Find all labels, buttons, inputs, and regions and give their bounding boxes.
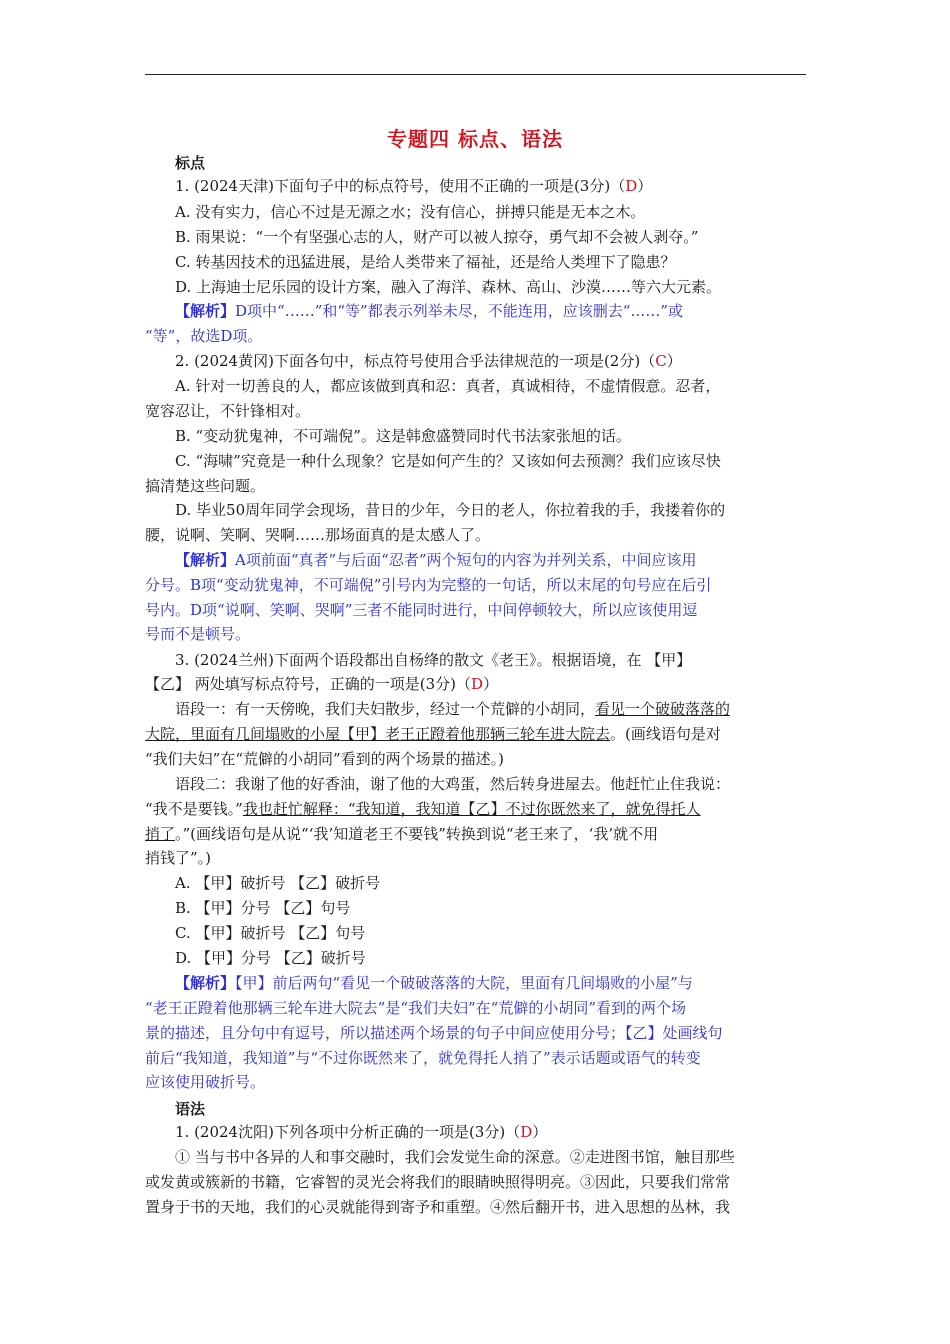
grammar-question-1-stem [175, 1121, 547, 1143]
q2-option-a-line-2: 宽容忍让，不针锋相对。 [145, 402, 311, 420]
passage-2-line-3 [145, 823, 658, 845]
q2-explanation-line-3: 号内。D项“说啊、笑啊、哭啊”三者不能同时进行，中间停顿较大，所以应该使用逗 [145, 601, 698, 619]
underlined-text: 捎了 [145, 825, 176, 843]
question-1-stem [175, 175, 652, 197]
page-title: 专题四 标点、语法 [387, 127, 563, 151]
grammar-question-close: ） [532, 1123, 548, 1141]
q3-option-b: B. 【甲】分号 【乙】句号 [175, 899, 351, 917]
passage-text: 。”(画线语句是从说“‘我’知道老王不要钱”转换到说“老王来了，‘我’就不用 [175, 825, 659, 843]
q1-option-a: A. 没有实力，信心不过是无源之水；没有信心，拼搏只能是无本之木。 [175, 203, 646, 221]
grammar-passage-line-1: ① 当与书中各异的人和事交融时，我们会发觉生命的深意。②走进图书馆，触目那些 [175, 1148, 735, 1166]
question-1-close: ） [637, 177, 653, 195]
underlined-text: 看见一个破破落落的 [595, 700, 731, 718]
q2-explanation-line-1 [175, 549, 697, 571]
section-heading-grammar: 语法 [175, 1100, 206, 1118]
grammar-passage-line-3: 置身于书的天地，我们的心灵就能得到寄予和重塑。④然后翻开书，进入思想的丛林，我 [145, 1198, 731, 1216]
q2-option-c-line-1: C. “海啸”究竟是一种什么现象？它是如何产生的？又该如何去预测？我们应该尽快 [175, 452, 721, 470]
q2-explanation-line-2: 分号。B项“变动犹鬼神，不可端倪”引号内为完整的一句话，所以末尾的句号应在后引 [145, 576, 712, 594]
header-rule [145, 74, 806, 75]
section-heading-punctuation: 标点 [175, 154, 206, 172]
passage-2-line-2 [145, 798, 701, 820]
q2-option-b: B. “变动犹鬼神，不可端倪”。这是韩愈盛赞同时代书法家张旭的话。 [175, 427, 631, 445]
q1-explanation-line-2: “等”，故选D项。 [145, 327, 263, 345]
passage-text: 。(画线语句是对 [610, 725, 721, 743]
q2-option-c-line-2: 搞清楚这些问题。 [145, 477, 266, 495]
q2-option-d-line-2: 腰，说啊、笑啊、哭啊……那场面真的是太感人了。 [145, 526, 491, 544]
question-3-text: 【乙】 两处填写标点符号，正确的一项是(3分)（ [145, 675, 472, 693]
explanation-text: D项中“……”和“等”都表示列举未尽，不能连用，应该删去“……”或 [235, 302, 684, 320]
passage-1-line-2 [145, 723, 721, 745]
q3-explanation-line-2: “老王正蹬着他那辆三轮车进大院去”是“我们夫妇”在“荒僻的小胡同”看到的两个场 [145, 999, 687, 1017]
passage-text: 语段一：有一天傍晚，我们夫妇散步，经过一个荒僻的小胡同， [175, 700, 596, 718]
explanation-tag: 【解析】 [175, 302, 236, 320]
underlined-text: 大院，里面有几间塌败的小屋【甲】老王正蹬着他那辆三轮车进大院去 [145, 725, 611, 743]
question-3-answer: D [471, 675, 484, 693]
q3-option-d: D. 【甲】分号 【乙】破折号 [175, 949, 366, 967]
explanation-tag: 【解析】 [175, 551, 236, 569]
explanation-text: 【甲】前后两句“看见一个破破落落的大院，里面有几间塌败的小屋”与 [235, 974, 693, 992]
question-2-stem [175, 350, 682, 372]
question-2-text: 2. (2024黄冈)下面各句中，标点符号使用合乎法律规范的一项是(2分)（ [175, 352, 656, 370]
question-2-close: ） [666, 352, 682, 370]
question-1-text: 1. (2024天津)下面句子中的标点符号，使用不正确的一项是(3分)（ [175, 177, 626, 195]
q2-option-d-line-1: D. 毕业50周年同学会现场，昔日的少年，今日的老人，你拉着我的手，我搂着你的 [175, 501, 726, 519]
grammar-question-text: 1. (2024沈阳)下列各项中分析正确的一项是(3分)（ [175, 1123, 521, 1141]
q3-explanation-line-1 [175, 972, 693, 994]
grammar-question-answer: D [520, 1123, 533, 1141]
q3-option-c: C. 【甲】破折号 【乙】句号 [175, 924, 366, 942]
explanation-tag: 【解析】 [175, 974, 236, 992]
underlined-text: 我也赶忙解释：“我知道，我知道【乙】不过你既然来了，就免得托人 [242, 800, 701, 818]
q3-explanation-line-5: 应该使用破折号。 [145, 1073, 266, 1091]
passage-1-line-1 [175, 698, 730, 720]
q1-explanation-line-1 [175, 300, 683, 322]
q3-explanation-line-4: 前后“我知道，我知道”与“不过你既然来了，就免得托人捎了”表示话题或语气的转变 [145, 1049, 701, 1067]
q1-option-d: D. 上海迪士尼乐园的设计方案，融入了海洋、森林、高山、沙漠……等六大元素。 [175, 278, 722, 296]
q1-option-c: C. 转基因技术的迅猛进展，是给人类带来了福祉，还是给人类埋下了隐患？ [175, 253, 676, 271]
question-3-stem-line-2 [145, 673, 498, 695]
q3-explanation-line-3: 景的描述，且分句中有逗号，所以描述两个场景的句子中间应使用分号；【乙】处画线句 [145, 1024, 723, 1042]
question-1-answer: D [625, 177, 638, 195]
explanation-text: A项前面“真者”与后面“忍者”两个短句的内容为并列关系，中间应该用 [235, 551, 697, 569]
question-3-stem-line-1: 3. (2024兰州)下面两个语段都出自杨绛的散文《老王》。根据语境，在 【甲】 [175, 651, 692, 669]
question-3-close: ） [483, 675, 499, 693]
q3-option-a: A. 【甲】破折号 【乙】破折号 [175, 874, 381, 892]
passage-1-line-3: “我们夫妇”在“荒僻的小胡同”看到的两个场景的描述。) [145, 750, 505, 768]
question-2-answer: C [655, 352, 667, 370]
passage-2-line-1: 语段二：我谢了他的好香油，谢了他的大鸡蛋，然后转身进屋去。他赶忙止住我说： [175, 775, 731, 793]
passage-2-line-4: 捎钱了”。) [145, 849, 212, 867]
q2-explanation-line-4: 号而不是顿号。 [145, 625, 251, 643]
grammar-passage-line-2: 或发黄或簇新的书籍，它睿智的灵光会将我们的眼睛映照得明亮。③因此，只要我们常常 [145, 1173, 731, 1191]
q1-option-b: B. 雨果说：“一个有坚强心志的人，财产可以被人掠夺，勇气却不会被人剥夺。” [175, 228, 699, 246]
q2-option-a-line-1: A. 针对一切善良的人，都应该做到真和忍：真者，真诚相待，不虚情假意。忍者， [175, 377, 721, 395]
passage-text: “我不是要钱。” [145, 800, 243, 818]
